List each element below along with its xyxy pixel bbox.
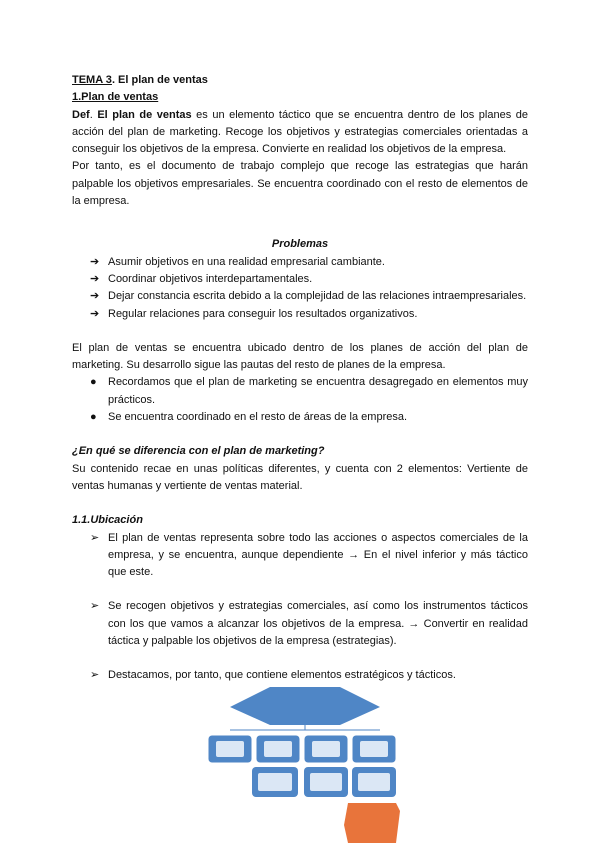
bullet-icon: ● xyxy=(90,411,97,424)
document-title: TEMA 3. El plan de ventas xyxy=(72,74,208,86)
definition-paragraph: Def. El plan de ventas es un elemento táctico que se encuentra dentro de los planes de acción del plan de marketing. Recoge los objetivos y estrategias comerciales orientadas a conseguir los objetivos de la empresa. Convierte en realidad los objetivos de la empresa. xyxy=(72,108,528,156)
arrow-icon: ➔ xyxy=(90,255,100,268)
arrow-icon: ➔ xyxy=(90,290,100,303)
diferencia-answer: Su contenido recae en unas políticas diferentes, y cuenta con 2 elementos: Vertiente de ventas humanas y vertiente de ventas material. xyxy=(72,462,528,492)
ubicado-paragraph: El plan de ventas se encuentra ubicado dentro de los planes de acción del plan de marketing. Su desarrollo sigue las pautas del resto de planes de la empresa. xyxy=(72,341,528,372)
list-item: ➢ El plan de ventas representa sobre todo las acciones o aspectos comerciales de la empresa, y se encuentra, aunque dependiente → En el nivel inferior y más táctico que este. xyxy=(90,531,528,579)
chevron-icon: ➢ xyxy=(90,600,100,613)
list-item: ➔ Regular relaciones para conseguir los resultados organizativos. xyxy=(72,306,528,323)
arrow-icon: ➔ xyxy=(90,272,100,285)
diagram-orange-shape xyxy=(344,803,400,843)
bullet-icon: ● xyxy=(90,376,97,389)
document-page xyxy=(72,72,528,685)
por-tanto-paragraph: Por tanto, es el documento de trabajo complejo que recoge las estrategias que harán palpable los objetivos empresariales. Se encuentra coordinado con el resto de elementos de la empresa. xyxy=(72,160,528,208)
chevron-icon: ➢ xyxy=(90,531,100,544)
arrow-icon: ➔ xyxy=(90,307,100,320)
problemas-heading: Problemas xyxy=(271,238,329,251)
list-item: ➔ Asumir objetivos en una realidad empresarial cambiante. xyxy=(72,254,528,271)
ubicado-list xyxy=(72,374,528,426)
list-item: ● Se encuentra coordinado en el resto de áreas de la empresa. xyxy=(72,409,528,426)
diagram-top-shape xyxy=(230,687,380,725)
list-item: ➢ Destacamos, por tanto, que contiene elementos estratégicos y tácticos. xyxy=(72,667,528,684)
list-item: ● Recordamos que el plan de marketing se encuentra desagregado en elementos muy prácticos. xyxy=(90,376,528,406)
ubicacion-list xyxy=(72,530,528,685)
section-heading-plan-de-ventas: 1.Plan de ventas xyxy=(72,91,159,104)
list-item: ➔ Coordinar objetivos interdepartamentales. xyxy=(72,271,528,288)
planning-hierarchy-diagram xyxy=(200,685,410,845)
list-item: ➔ Dejar constancia escrita debido a la complejidad de las relaciones intraempresariales. xyxy=(72,288,528,305)
ubicacion-heading: 1.1.Ubicación xyxy=(72,514,143,527)
chevron-icon: ➢ xyxy=(90,669,100,682)
diferencia-question: ¿En qué se diferencia con el plan de marketing? xyxy=(72,445,325,458)
problemas-list xyxy=(72,254,528,323)
list-item: ➢ Se recogen objetivos y estrategias comerciales, así como los instrumentos tácticos con los que vamos a alcanzar los objetivos de la empresa. → Convertir en realidad táctica y palpable los objetivos de la empresa (estrategias). xyxy=(90,600,528,648)
